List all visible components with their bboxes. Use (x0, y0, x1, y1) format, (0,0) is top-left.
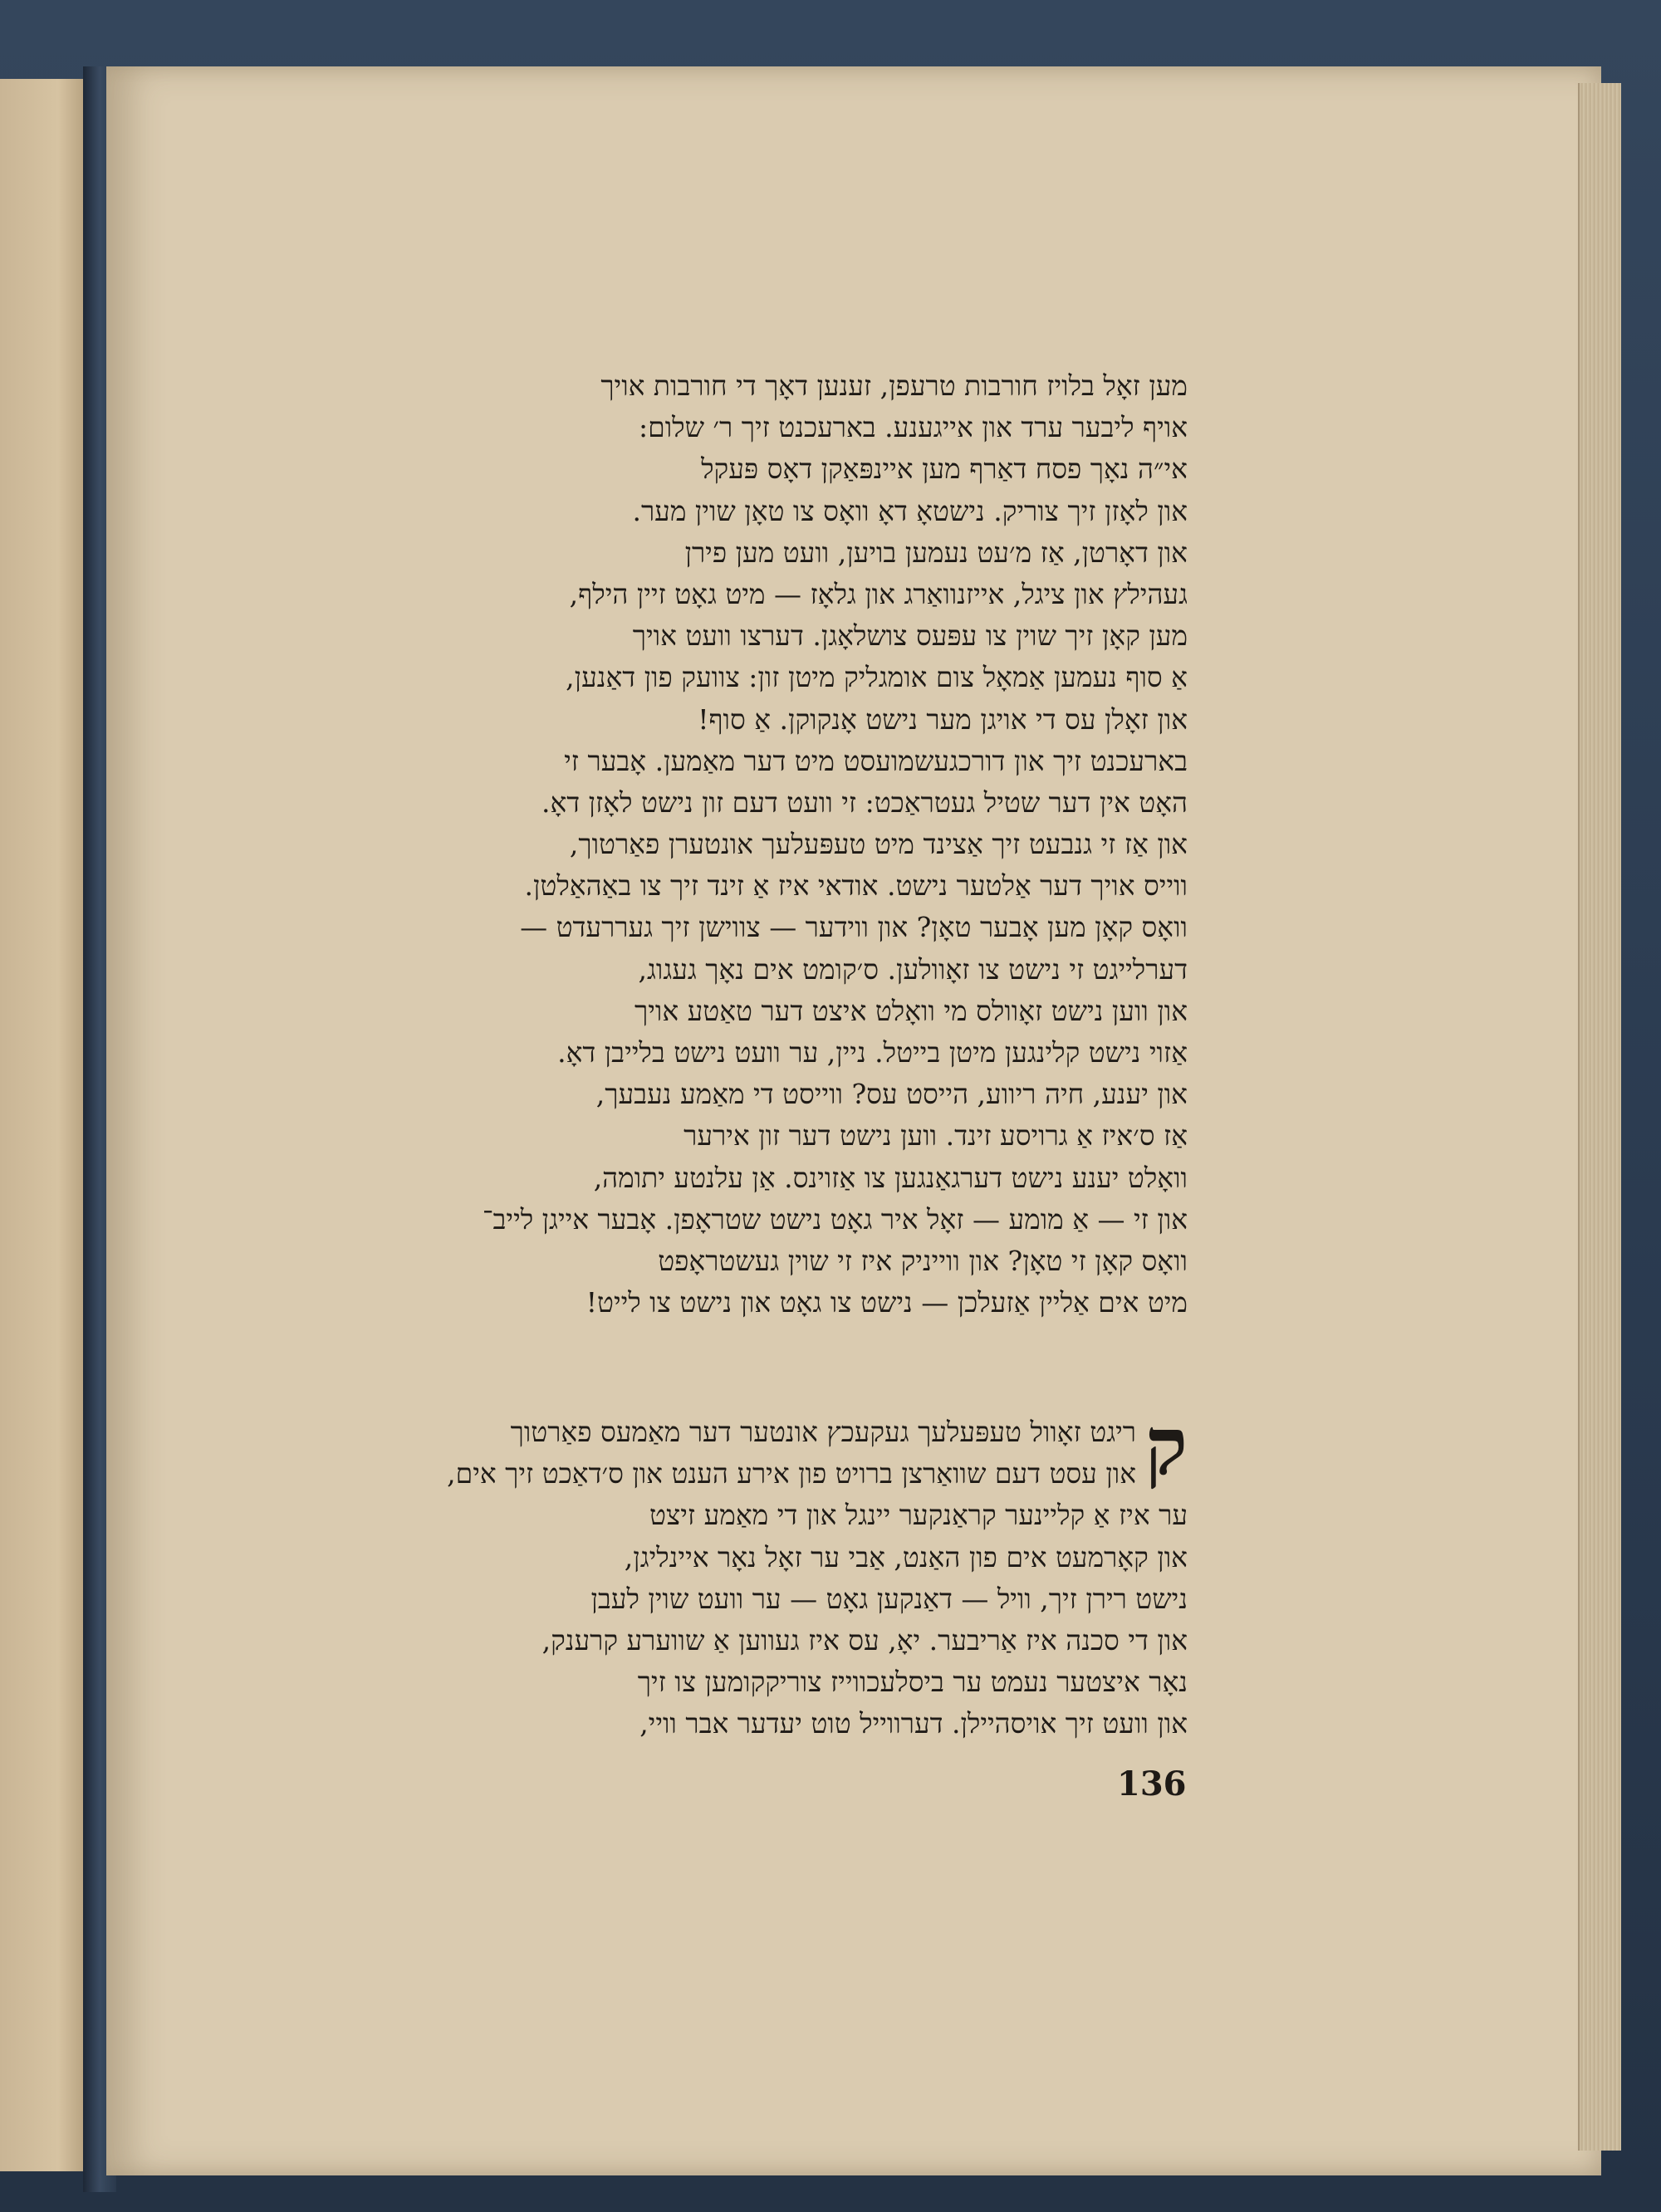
text-line: נאָר איצטער נעמט ער ביסלעכווייז צוריקקומען צו זיך (637, 1666, 1188, 1699)
text-line: וואָלט יענע נישט דערגאַנגען צו אַזוינס. אַן עלנטע יתומה, (593, 1161, 1188, 1194)
drop-cap-initial: ק (1144, 1399, 1188, 1493)
text-line: אַ סוף נעמען אַמאָל צום אומגליק מיטן זון: צוועק פון דאַנען, (566, 661, 1188, 694)
text-line: מיט אים אַליין אַזעלכן — נישט צו גאָט און נישט צו לייט! (586, 1286, 1188, 1319)
text-line: דערלייגט זי נישט צו זאָוולען. ס׳קומט אים נאָך געגוג, (638, 952, 1188, 986)
paragraph-1 (316, 365, 1188, 1324)
text-line: און אַז זי גנבעט זיך אַצינד מיט טעפּעלעך אונטערן פאַרטוך, (569, 828, 1188, 861)
text-line: און די סכנה איז אַריבער. יאָ, עס איז געווען אַ שווערע קרענק, (541, 1623, 1188, 1657)
text-line: האָט אין דער שטיל געטראַכט: זי וועט דעם זון נישט לאָזן דאָ. (541, 785, 1188, 819)
text-line: וואָס קאָן מען אָבער טאָן? און ווידער — צווישן זיך געררעדט — (520, 911, 1188, 944)
text-line: און לאָזן זיך צוריק. נישטאָ דאָ וואָס צו טאָן שוין מער. (632, 494, 1188, 527)
text-line: געהילץ און ציגל, אייזנוואַרג און גלאָז — מיט גאָט זיין הילף, (569, 577, 1188, 610)
text-line: און יענע, חיה ריווע, הייסט עס? ווייסט די מאַמע נעבעך, (595, 1078, 1188, 1111)
text-line: בארעכנט זיך און דורכגעשמועסט מיט דער מאַמען. אָבער זי (564, 744, 1188, 777)
text-line: און עסט דעם שוואַרצן ברויט פון אירע הענט און ס׳דאַכט זיך אים, (447, 1457, 1136, 1490)
text-line: און ווען נישט זאָוולס מי וואָלט איצט דער טאַטע אויך (635, 994, 1188, 1027)
text-line: און קאָרמעט אים פון האַנט, אַבי ער זאָל נאָר איינליגן, (624, 1540, 1188, 1573)
text-line: מען זאָל בלויז חורבות טרעפן, זענען דאָך די חורבות אויך (600, 369, 1188, 402)
text-line: מען קאָן זיך שוין צו עפּעס צושלאָגן. דערצו וועט אויך (632, 619, 1188, 653)
page-number: 136 (1117, 1764, 1187, 1803)
text-line: און דאָרטן, אַז מ׳עט נעמען בויען, וועט מען פירן (684, 536, 1188, 569)
page-edges (1578, 83, 1621, 2151)
text-line: אַז ס׳איז אַ גרויסע זינד. ווען נישט דער זון אירער (684, 1119, 1188, 1152)
text-line: און זאָלן עס די אויגן מער נישט אָנקוקן. אַ סוף! (698, 702, 1188, 736)
paragraph-2 (341, 1399, 1188, 1745)
text-line: וואָס קאָן זי טאָן? און ווייניק איז זי שוין געשטראָפט (658, 1244, 1188, 1277)
text-line: נישט רירן זיך, וויל — דאַנקען גאָט — ער וועט שוין לעבן (590, 1582, 1188, 1615)
left-page-edge (0, 79, 86, 2171)
text-line: אַזוי נישט קלינגען מיטן בייטל. ניין, ער וועט נישט בלייבן דאָ. (557, 1036, 1188, 1069)
text-line: ווייס אויך דער אַלטער נישט. אודאי איז אַ זינד זיך צו באַהאַלטן. (524, 869, 1188, 903)
text-line: און וועט זיך אויסהיילן. דערווייל טוט יעדער אבר וויי, (639, 1707, 1188, 1740)
text-line: ריגט זאָוול טעפּעלעך געקעכץ אונטער דער מאַמעס פאַרטוך (510, 1416, 1136, 1448)
text-line: אויף ליבער ערד און אייגענע. בארעכנט זיך ר׳ שלום: (638, 411, 1188, 444)
text-line: און זי — אַ מומע — זאָל איר גאָט נישט שטראָפן. אָבער אייגן לייב־ (482, 1202, 1188, 1236)
text-line: ער איז אַ קליינער קראַנקער יינגל און די מאַמע זיצט (649, 1499, 1188, 1532)
text-line: אי״ה נאָך פסח דאַרף מען איינפּאַקן דאָס פּעקל (701, 453, 1188, 486)
